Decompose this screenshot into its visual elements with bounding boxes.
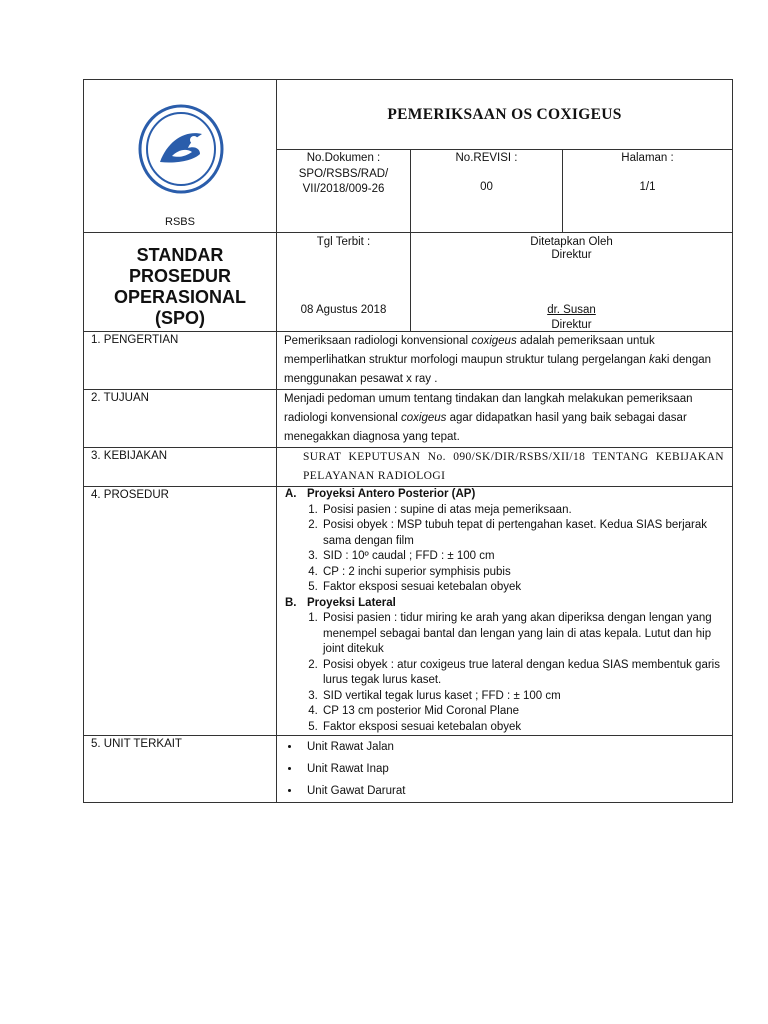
- spo-document: [83, 79, 732, 803]
- procedure-step: 4. CP 13 cm posterior Mid Coronal Plane: [321, 704, 732, 720]
- pengertian-label: 1. PENGERTIAN: [84, 332, 277, 390]
- revision-cell: [411, 150, 563, 233]
- unit-content: [277, 736, 733, 803]
- page-value: 1/1: [639, 180, 656, 193]
- procedure-step: 3. SID vertikal tegak lurus kaset ; FFD : ± 100 cm: [321, 689, 732, 705]
- approval-cell: [411, 233, 733, 332]
- tujuan-text: Menjadi pedoman umum tentang tindakan dan langkah melakukan pemeriksaan radiologi konvensional coxigeus agar didapatkan hasil yang baik sebagai dasar menegakkan diagnosa yang tepat.: [277, 390, 733, 448]
- page-label: Halaman :: [621, 152, 674, 164]
- unit-item: • Unit Rawat Inap: [301, 758, 732, 780]
- procedure-step: 1. Posisi pasien : supine di atas meja pemeriksaan.: [321, 503, 732, 519]
- procedure-step: 1. Posisi pasien : tidur miring ke arah yang akan diperiksa dengan lengan yang menempel sebagai bantal dan lengan yang lain di atas kepala. Lutut dan hip joint ditekuk: [321, 611, 732, 658]
- document-title: PEMERIKSAAN OS COXIGEUS: [277, 80, 733, 150]
- logo-cell: [84, 80, 277, 233]
- procedure-step: 2. Posisi obyek : MSP tubuh tepat di pertengahan kaset. Kedua SIAS berjarak sama dengan film: [321, 518, 732, 549]
- section-b-heading: B. Proyeksi Lateral: [285, 596, 396, 609]
- unit-item: • Unit Gawat Darurat: [301, 780, 732, 802]
- prosedur-content: [277, 487, 733, 736]
- unit-list: [277, 736, 732, 802]
- signer-name: dr. Susan: [547, 304, 596, 316]
- unit-item: • Unit Rawat Jalan: [301, 736, 732, 758]
- issue-date-label: Tgl Terbit :: [316, 236, 371, 248]
- doc-number-value-1: SPO/RSBS/RAD/: [298, 167, 389, 180]
- spo-line-4: (SPO): [154, 308, 205, 328]
- section-a-list: [277, 503, 732, 596]
- hospital-logo-icon: [138, 104, 224, 194]
- section-a-heading: A. Proyeksi Antero Posterior (AP): [285, 488, 476, 500]
- issue-date-value: 08 Agustus 2018: [300, 304, 387, 316]
- revision-label: No.REVISI :: [455, 152, 518, 164]
- procedure-step: 3. SID : 10º caudal ; FFD : ± 100 cm: [321, 549, 732, 565]
- doc-number-value-2: VII/2018/009-26: [302, 183, 385, 195]
- doc-number-cell: [277, 150, 411, 233]
- director-title: Direktur: [551, 249, 592, 261]
- approved-by-label: Ditetapkan Oleh: [530, 236, 613, 248]
- kebijakan-label: 3. KEBIJAKAN: [84, 448, 277, 487]
- doc-number-label: No.Dokumen :: [306, 152, 381, 164]
- spo-line-2: PROSEDUR: [128, 266, 231, 286]
- spo-table: [83, 79, 733, 803]
- section-b-list: [277, 611, 732, 735]
- procedure-step: 2. Posisi obyek : atur coxigeus true lateral dengan kedua SIAS membentuk garis lurus tegak lurus kaset.: [321, 658, 732, 689]
- logo-caption: RSBS: [165, 216, 195, 228]
- signer-role: Direktur: [551, 319, 592, 331]
- procedure-step: 4. CP : 2 inchi superior symphisis pubis: [321, 565, 732, 581]
- prosedur-label: 4. PROSEDUR: [84, 487, 277, 736]
- kebijakan-text: SURAT KEPUTUSAN No. 090/SK/DIR/RSBS/XII/18 TENTANG KEBIJAKAN PELAYANAN RADIOLOGI: [277, 448, 733, 487]
- tujuan-label: 2. TUJUAN: [84, 390, 277, 448]
- pengertian-text: Pemeriksaan radiologi konvensional coxigeus adalah pemeriksaan untuk memperlihatkan struktur morfologi maupun struktur tulang pergelangan kaki dengan menggunakan pesawat x ray .: [277, 332, 733, 390]
- procedure-step: 5. Faktor eksposi sesuai ketebalan obyek: [321, 580, 732, 596]
- spo-line-1: STANDAR: [136, 245, 224, 265]
- procedure-step: 5. Faktor eksposi sesuai ketebalan obyek: [321, 720, 732, 736]
- issue-date-cell: [277, 233, 411, 332]
- spo-heading: [84, 233, 277, 332]
- spo-line-3: OPERASIONAL: [113, 287, 246, 307]
- unit-label: 5. UNIT TERKAIT: [84, 736, 277, 803]
- page-cell: [563, 150, 733, 233]
- revision-value: 00: [480, 180, 493, 193]
